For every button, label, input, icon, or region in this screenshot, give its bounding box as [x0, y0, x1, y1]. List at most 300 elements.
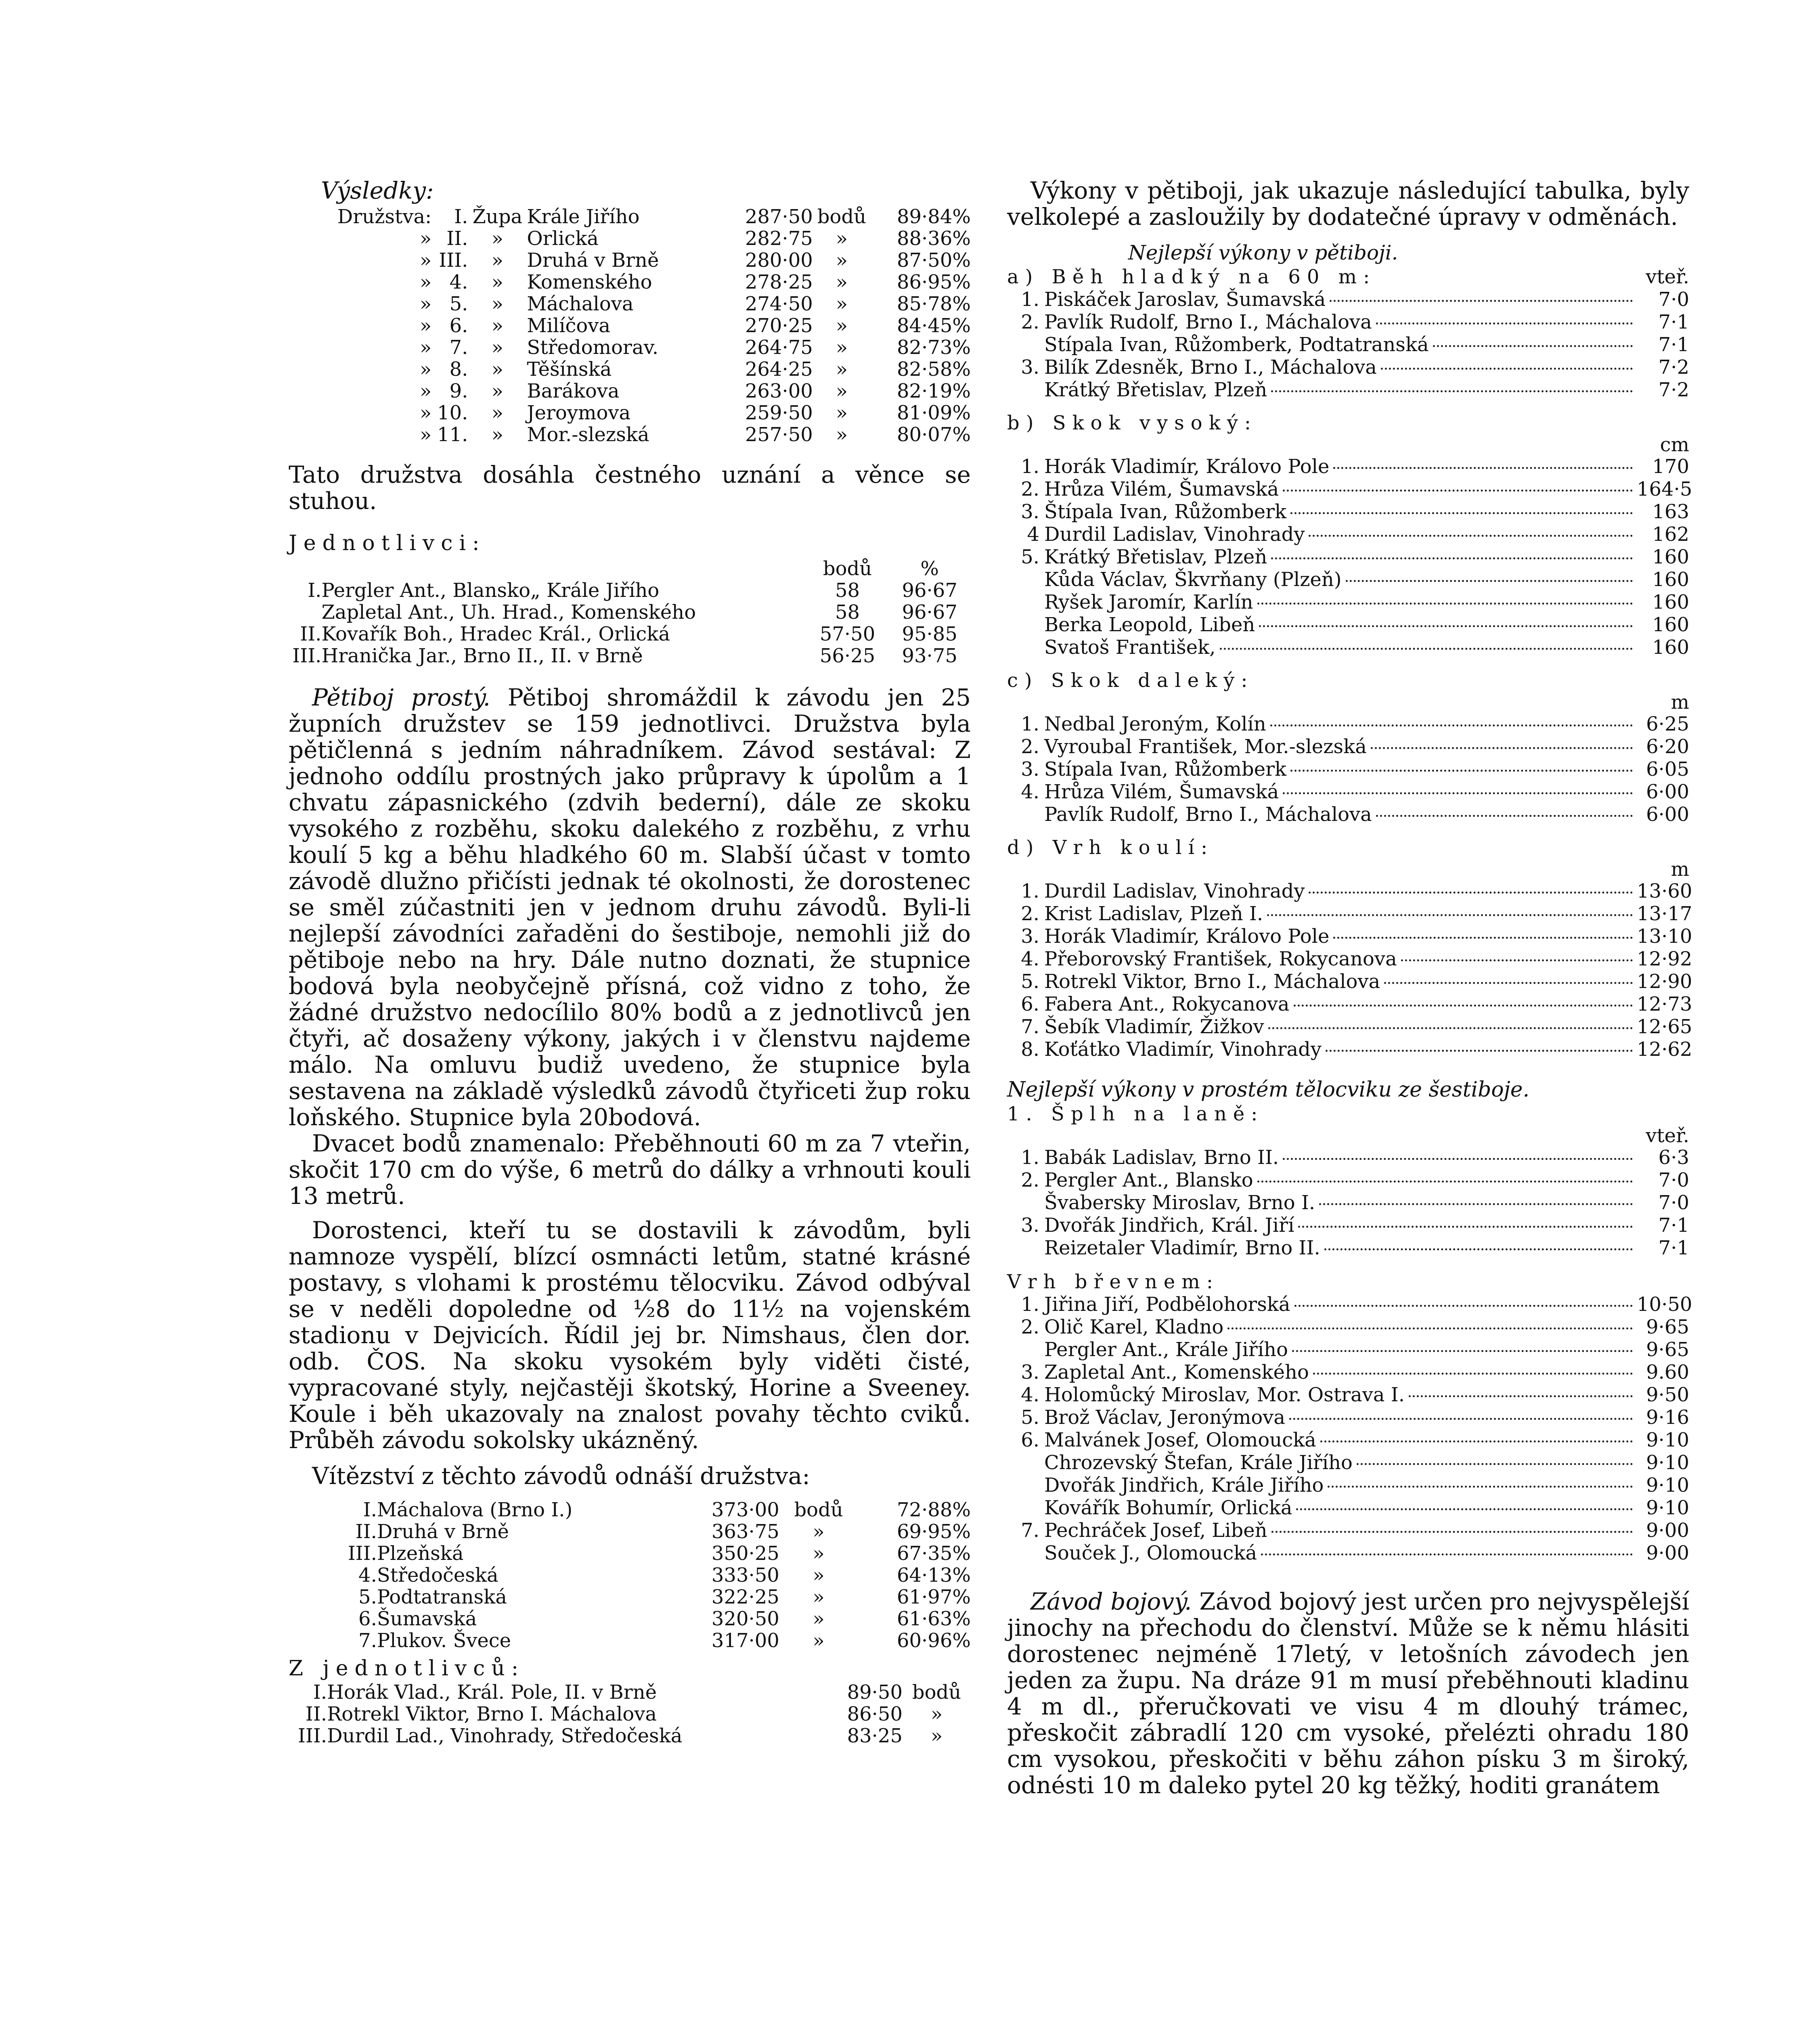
list-item	[1007, 925, 1692, 948]
leader-dots	[1261, 1553, 1633, 1555]
athlete-name: Olič Karel, Kladno	[1044, 1316, 1224, 1338]
athlete-name: Durdil Ladislav, Vinohrady	[1044, 523, 1305, 546]
percent: 96·67	[902, 579, 957, 602]
leader-dots	[1376, 322, 1633, 324]
rank: III.	[297, 1725, 327, 1747]
long-jump-list	[1007, 713, 1689, 826]
athlete-name: Reizetaler Vladimír, Brno II.	[1044, 1237, 1320, 1259]
athlete-name: Šebík Vladimír, Žižkov	[1044, 1015, 1264, 1038]
row-prefix: »	[491, 227, 504, 250]
result-value: 13·60	[1637, 880, 1692, 902]
percent: 60·96%	[896, 1629, 971, 1652]
points-unit: »	[836, 227, 848, 250]
table-row	[289, 1725, 971, 1747]
result-value: 6·25	[1646, 713, 1689, 735]
rank: 11.	[437, 423, 468, 446]
list-item	[1007, 591, 1689, 613]
points: 57·50	[819, 623, 875, 645]
rank: 8.	[449, 358, 468, 381]
list-item	[1007, 948, 1692, 970]
result-value: 6·05	[1646, 758, 1689, 781]
table-row	[289, 645, 971, 667]
team-name: Plukov. Švece	[377, 1629, 511, 1652]
points-unit: »	[930, 1725, 943, 1747]
leader-dots	[1357, 1463, 1633, 1465]
rank: 1.	[1021, 1146, 1039, 1169]
list-item	[1007, 1497, 1689, 1519]
leader-dots	[1381, 368, 1633, 370]
percent: 96·67	[902, 601, 957, 624]
rank: 6.	[358, 1608, 377, 1630]
percent: 89·84%	[896, 205, 971, 228]
athlete-name: Pergler Ant., Krále Jiřího	[1044, 1338, 1288, 1361]
points: 86·50	[847, 1703, 903, 1725]
result-value: 6·00	[1646, 781, 1689, 803]
rank: 7.	[358, 1629, 377, 1652]
athlete-name: Rotrekl Viktor, Brno I. Máchalova	[327, 1703, 657, 1725]
leader-dots	[1296, 1508, 1633, 1510]
result-value: 9·16	[1646, 1406, 1689, 1429]
rank: 4	[1027, 523, 1039, 546]
points: 322·25	[711, 1586, 779, 1608]
list-item	[1007, 758, 1689, 781]
result-value: 9·50	[1646, 1384, 1689, 1406]
athlete-name: Dvořák Jindřich, Krále Jiřího	[1044, 1474, 1324, 1497]
athlete-name: Krist Ladislav, Plzeň I.	[1044, 902, 1263, 925]
honor-text: Tato družstva dosáhla čestného uznání a věnce se stuhou.	[289, 461, 971, 515]
list-item	[1007, 333, 1689, 356]
result-value: 170	[1652, 455, 1689, 478]
leader-dots	[1290, 770, 1633, 772]
points: 263·00	[745, 380, 813, 402]
long-jump-section	[1007, 669, 1689, 826]
percent: 87·50%	[896, 249, 971, 272]
result-value: 12·62	[1637, 1038, 1692, 1061]
points-unit: »	[836, 336, 848, 359]
leader-dots	[1259, 625, 1633, 627]
leader-dots	[1376, 815, 1633, 817]
athlete-name: Přeborovský František, Rokycanova	[1044, 948, 1397, 970]
points: 317·00	[711, 1629, 779, 1652]
team-name: Krále Jiřího	[527, 205, 640, 228]
team-name: Středočeská	[377, 1564, 498, 1587]
rank: 5.	[1021, 1406, 1039, 1429]
athlete-name: Krátký Břetislav, Plzeň	[1044, 379, 1267, 401]
list-item	[1007, 781, 1689, 803]
rank: III.	[292, 645, 322, 667]
table-row	[289, 601, 971, 623]
list-item	[1007, 1451, 1689, 1474]
row-prefix: »	[491, 249, 504, 272]
row-lead: »	[419, 402, 432, 424]
points-unit: »	[813, 1520, 825, 1543]
table-row	[289, 580, 971, 601]
rank: 1.	[1021, 455, 1039, 478]
list-item	[1007, 478, 1692, 500]
leader-dots	[1294, 1005, 1633, 1007]
rank: I.	[313, 1681, 327, 1704]
table-row	[289, 206, 971, 228]
points: 264·25	[745, 358, 813, 381]
result-value: 9·00	[1646, 1542, 1689, 1564]
result-value: 164·5	[1637, 478, 1692, 500]
rank: 3.	[1021, 1214, 1039, 1237]
athlete-name: Svatoš František,	[1044, 636, 1216, 659]
beam-throw-heading: Vrh břevnem:	[1007, 1271, 1219, 1293]
points-unit: »	[836, 249, 848, 272]
leader-dots	[1330, 300, 1633, 302]
athlete-name: Kovářík Bohumír, Orlická	[1044, 1497, 1292, 1519]
percent: 81·09%	[896, 402, 971, 424]
rank: 7.	[1021, 1519, 1039, 1542]
result-value: 12·90	[1637, 970, 1692, 993]
victory-table	[289, 1499, 971, 1652]
list-item	[1007, 1237, 1689, 1259]
leader-dots	[1298, 1226, 1633, 1228]
points: 282·75	[745, 227, 813, 250]
athlete-name: Brož Václav, Jeronýmova	[1044, 1406, 1285, 1429]
victory-intro: Vítězství z těchto závodů odnáší družstva:	[312, 1462, 810, 1490]
points-unit: »	[836, 358, 848, 381]
athlete-name: Piskáček Jaroslav, Šumavská	[1044, 288, 1326, 311]
result-value: 162	[1652, 523, 1689, 546]
points: 363·75	[711, 1520, 779, 1543]
row-prefix: »	[491, 358, 504, 381]
athlete-name: Fabera Ant., Rokycanova	[1044, 993, 1290, 1015]
points-unit: »	[813, 1542, 825, 1565]
athlete-name: Chrozevský Štefan, Krále Jiřího	[1044, 1451, 1353, 1474]
leader-dots	[1271, 1531, 1633, 1533]
rank: 5.	[1021, 970, 1039, 993]
athlete-name: Koťátko Vladimír, Vinohrady	[1044, 1038, 1322, 1061]
rank: 7.	[1021, 1015, 1039, 1038]
result-value: 9·10	[1646, 1497, 1689, 1519]
table-row	[289, 271, 971, 293]
rank	[289, 601, 321, 623]
table-row	[289, 249, 971, 271]
leader-dots	[1313, 1373, 1633, 1375]
leader-dots	[1271, 557, 1633, 559]
row-lead: »	[419, 380, 432, 402]
table-row	[289, 1543, 971, 1564]
percent: 67·35%	[896, 1542, 971, 1565]
points: 259·50	[745, 402, 813, 424]
points: 274·50	[745, 293, 813, 315]
result-value: 9·10	[1646, 1451, 1689, 1474]
rank: II.	[355, 1520, 377, 1543]
rank: 4.	[449, 271, 468, 293]
points-unit: »	[836, 271, 848, 293]
table-row	[289, 1521, 971, 1543]
points-unit: »	[930, 1703, 943, 1725]
team-name: Středomorav.	[527, 336, 659, 359]
list-item	[1007, 546, 1689, 568]
list-item	[1007, 1384, 1689, 1406]
rank: 4.	[1021, 1384, 1039, 1406]
athlete-name: Pechráček Josef, Libeň	[1044, 1519, 1267, 1542]
rope-climb-unit: vteř.	[1646, 1124, 1689, 1147]
athlete-name: Hranička Jar., Brno II., II. v Brně	[321, 645, 643, 667]
leader-dots	[1401, 959, 1633, 961]
leader-dots	[1292, 1350, 1633, 1352]
row-lead: »	[419, 293, 432, 315]
points: 56·25	[819, 645, 875, 667]
twenty-points-paragraph: Dvacet bodů znamenalo: Přeběhnouti 60 m za 7 vteřin, skočit 170 cm do výše, 6 metrů do dálky a vrhnouti kouli 13 metrů.	[289, 1130, 971, 1210]
high-jump-section	[1007, 412, 1692, 659]
row-prefix: »	[491, 271, 504, 293]
table-row	[289, 1499, 971, 1521]
shot-put-list	[1007, 880, 1692, 1061]
individuals-heading: Jednotlivci:	[289, 531, 486, 555]
athlete-name: Berka Leopold, Libeň	[1044, 613, 1255, 636]
rank: 7.	[449, 336, 468, 359]
results-heading: Výsledky:	[321, 177, 434, 204]
shot-put-section	[1007, 836, 1692, 1061]
points-unit: »	[836, 402, 848, 424]
table-row	[289, 358, 971, 380]
leader-dots	[1289, 1418, 1633, 1420]
leader-dots	[1326, 1050, 1633, 1052]
percent: 61·63%	[896, 1608, 971, 1630]
rank: II.	[446, 227, 468, 250]
list-item	[1007, 311, 1689, 333]
points-unit: »	[813, 1586, 825, 1608]
athlete-name: Pergler Ant., Blansko„ Krále Jiřího	[321, 579, 660, 602]
rank: 5.	[449, 293, 468, 315]
result-value: 9·65	[1646, 1316, 1689, 1338]
athlete-name: Horák Vlad., Král. Pole, II. v Brně	[327, 1681, 657, 1704]
result-value: 7·1	[1658, 333, 1689, 356]
result-value: 160	[1652, 591, 1689, 613]
points-unit: »	[836, 293, 848, 315]
list-item	[1007, 1316, 1689, 1338]
leader-dots	[1283, 490, 1633, 492]
list-item	[1007, 379, 1689, 401]
rank: I.	[454, 205, 468, 228]
leader-dots	[1268, 1027, 1633, 1029]
result-value: 7·1	[1658, 1237, 1689, 1259]
list-item	[1007, 1015, 1692, 1038]
row-lead: »	[419, 249, 432, 272]
athlete-name: Durdil Lad., Vinohrady, Středočeská	[327, 1725, 683, 1747]
result-value: 163	[1652, 500, 1689, 523]
list-item	[1007, 880, 1692, 902]
team-name: Druhá v Brně	[377, 1520, 509, 1543]
column-header-points: bodů	[823, 557, 872, 580]
team-name: Máchalova	[527, 293, 634, 315]
athlete-name: Kovařík Boh., Hradec Král., Orlická	[321, 623, 670, 645]
leader-dots	[1371, 747, 1633, 749]
team-name: Máchalova (Brno I.)	[377, 1499, 573, 1521]
athlete-name: Rotrekl Viktor, Brno I., Máchalova	[1044, 970, 1380, 993]
row-prefix: »	[491, 402, 504, 424]
result-value: 9·65	[1646, 1338, 1689, 1361]
row-lead: »	[419, 314, 432, 337]
column-header-percent: %	[920, 557, 939, 580]
list-item	[1007, 1542, 1689, 1564]
athlete-name: Horák Vladimír, Královo Pole	[1044, 925, 1330, 948]
best-hexathlon-heading: Nejlepší výkony v prostém tělocviku ze šestiboje.	[1007, 1078, 1530, 1102]
rope-climb-section	[1007, 1103, 1689, 1259]
points-unit: bodů	[912, 1681, 961, 1704]
points: 280·00	[745, 249, 813, 272]
row-prefix: »	[491, 314, 504, 337]
result-value: 160	[1652, 636, 1689, 659]
list-item	[1007, 455, 1689, 478]
row-lead: Družstva:	[337, 205, 432, 228]
result-value: 7·0	[1658, 1191, 1689, 1214]
leader-dots	[1283, 1158, 1633, 1160]
leader-dots	[1346, 580, 1633, 582]
rank: I.	[363, 1499, 377, 1521]
result-value: 160	[1652, 568, 1689, 591]
team-name: Komenského	[527, 271, 652, 293]
rank: 2.	[1021, 735, 1039, 758]
table-row	[289, 1703, 971, 1725]
athlete-name: Pavlík Rudolf, Brno I., Máchalova	[1044, 311, 1372, 333]
high-jump-heading: b) Skok vysoký:	[1007, 412, 1258, 434]
rank: 10.	[437, 402, 468, 424]
from-individuals-table	[289, 1681, 971, 1747]
team-name: Plzeňská	[377, 1542, 464, 1565]
percent: 86·95%	[896, 271, 971, 293]
percent: 93·75	[902, 645, 957, 667]
points: 58	[835, 601, 860, 624]
points: 287·50	[745, 205, 813, 228]
right-column	[1007, 177, 1692, 1799]
list-item	[1007, 636, 1689, 659]
leader-dots	[1333, 467, 1633, 469]
leader-dots	[1271, 390, 1633, 392]
table-row	[289, 424, 971, 446]
leader-dots	[1328, 1486, 1633, 1488]
athlete-name: Horák Vladimír, Královo Pole	[1044, 455, 1330, 478]
team-name: Podtatranská	[377, 1586, 507, 1608]
points-unit: »	[836, 380, 848, 402]
table-row	[289, 1586, 971, 1608]
list-item	[1007, 1169, 1689, 1191]
athlete-name: Dvořák Jindřich, Král. Jiří	[1044, 1214, 1294, 1237]
rank: II.	[300, 623, 322, 645]
rank: 6.	[1021, 1429, 1039, 1451]
list-item	[1007, 568, 1689, 591]
rank: 3.	[1021, 758, 1039, 781]
points-unit: »	[813, 1608, 825, 1630]
list-item	[1007, 1474, 1689, 1497]
leader-dots	[1270, 724, 1633, 726]
team-name: Šumavská	[377, 1608, 477, 1630]
leader-dots	[1257, 603, 1633, 605]
leader-dots	[1309, 892, 1633, 894]
rank: 4.	[1021, 948, 1039, 970]
leader-dots	[1283, 792, 1633, 794]
athlete-name: Zapletal Ant., Uh. Hrad., Komenského	[321, 601, 696, 624]
percent: 72·88%	[896, 1499, 971, 1521]
row-prefix: »	[491, 336, 504, 359]
list-item	[1007, 1293, 1692, 1316]
rank: 4.	[358, 1564, 377, 1587]
combat-race-body: Závod bojový jest určen pro nejvyspělejší jinochy na přechodu do členství. Může se k němu hlásiti dorostenec nejméně 17letý, v letošních závodech jen jeden za župu. Na dráze 91 m musí přeběhnouti kladinu 4 m dl., přeručkovati ve visu 4 m dlouhý trámec, přeskočit zábradlí 120 cm vysoké, přelézti ohradu 180 cm vysokou, přeskočiti v běhu záhon písku 3 m široký, odnésti 10 m daleko pytel 20 kg těžký, hoditi granátem	[1007, 1588, 1689, 1799]
table-row	[289, 1608, 971, 1630]
result-value: 7·1	[1658, 1214, 1689, 1237]
result-value: 9.60	[1646, 1361, 1689, 1384]
combat-race-lead: Závod bojový.	[1030, 1588, 1192, 1615]
athlete-name: Pergler Ant., Blansko	[1044, 1169, 1253, 1191]
athlete-name: Stípala Ivan, Růžomberk	[1044, 758, 1287, 781]
result-value: 6·00	[1646, 803, 1689, 826]
athlete-name: Jiřina Jiří, Podbělohorská	[1044, 1293, 1290, 1316]
team-results-table	[289, 206, 971, 446]
athlete-name: Nedbal Jeroným, Kolín	[1044, 713, 1266, 735]
list-item	[1007, 803, 1689, 826]
list-item	[1007, 1214, 1689, 1237]
points: 257·50	[745, 423, 813, 446]
rank: I.	[308, 579, 322, 602]
shot-put-heading: d) Vrh koulí:	[1007, 836, 1214, 859]
points: 278·25	[745, 271, 813, 293]
left-column	[289, 178, 971, 1747]
list-item	[1007, 613, 1689, 636]
high-jump-list	[1007, 455, 1692, 659]
list-item	[1007, 356, 1689, 379]
table-row	[289, 402, 971, 424]
rank: 1.	[1021, 1293, 1039, 1316]
athlete-name: Švabersky Miroslav, Brno I.	[1044, 1191, 1315, 1214]
list-item	[1007, 1406, 1689, 1429]
leader-dots	[1433, 345, 1633, 347]
points-unit: »	[836, 423, 848, 446]
pentathlon-lead: Pětiboj prostý.	[312, 684, 490, 711]
table-row	[289, 293, 971, 315]
list-item	[1007, 1038, 1692, 1061]
rank: III.	[439, 249, 468, 272]
athlete-name: Bilík Zdesněk, Brno I., Máchalova	[1044, 356, 1377, 379]
list-item	[1007, 1191, 1689, 1214]
rank: 3.	[1021, 925, 1039, 948]
row-lead: »	[419, 358, 432, 381]
sprint-unit: vteř.	[1646, 266, 1689, 288]
result-value: 6·20	[1646, 735, 1689, 758]
points: 264·75	[745, 336, 813, 359]
rank: 6.	[1021, 993, 1039, 1015]
rank: III.	[348, 1542, 377, 1565]
leader-dots	[1220, 648, 1633, 650]
result-value: 7·2	[1658, 379, 1689, 401]
pentathlon-body: Pětiboj shromáždil k závodu jen 25 župních družstev se 159 jednotlivci. Družstva byla pětičlenná s jedním náhradníkem. Závod sestával: Z jednoho oddílu prostných jako průpravy k úpolům a 1 chvatu zápasnického (zdvih bederní), dále ze skoku vysokého z rozběhu, skoku dalekého z rozběhu, z vrhu koulí 5 kg a běhu hladkého 60 m. Slabší účast v tomto závodě dlužno přičísti jednak té okolnosti, že dorostenec se směl zúčastniti jen v jednom druhu závodů. Byli-li nejlepší závodníci zařaděni do šestiboje, nemohli již do pětiboje nebo na hry. Dále nutno doznati, že stupnice bodová byla neobyčejně přísná, což vidno z toho, že žádné družstvo nedocílilo 80% bodů a z jednotlivců jen čtyři, ač dosaženy výkony, jakých i v členstvu najdeme málo. Na omluvu budiž uvedeno, že stupnice byla sestavena na základě výsledků závodů čtyřiceti žup roku loňského. Stupnice byla 20bodová.	[289, 684, 971, 1131]
athlete-name: Hrůza Vilém, Šumavská	[1044, 781, 1279, 803]
beam-throw-section	[1007, 1271, 1692, 1564]
result-value: 7·0	[1658, 288, 1689, 311]
result-value: 160	[1652, 546, 1689, 568]
athlete-name: Zapletal Ant., Komenského	[1044, 1361, 1309, 1384]
team-name: Těšínská	[527, 358, 612, 381]
performance-intro: Výkony v pětiboji, jak ukazuje následující tabulka, byly velkolepé a zasloužily by dodatečné úpravy v odměnách.	[1007, 177, 1689, 230]
rank: 5.	[358, 1586, 377, 1608]
points: 270·25	[745, 314, 813, 337]
points: 333·50	[711, 1564, 779, 1587]
leader-dots	[1333, 937, 1633, 939]
sprint-section	[1007, 266, 1689, 401]
best-pentathlon-heading: Nejlepší výkony v pětiboji.	[1128, 241, 1398, 264]
list-item	[1007, 523, 1689, 546]
athlete-name: Ryšek Jaromír, Karlín	[1044, 591, 1253, 613]
list-item	[1007, 970, 1692, 993]
table-row	[289, 1681, 971, 1703]
leader-dots	[1309, 535, 1633, 537]
result-value: 7·1	[1658, 311, 1689, 333]
table-row	[289, 228, 971, 249]
result-value: 12·65	[1637, 1015, 1692, 1038]
